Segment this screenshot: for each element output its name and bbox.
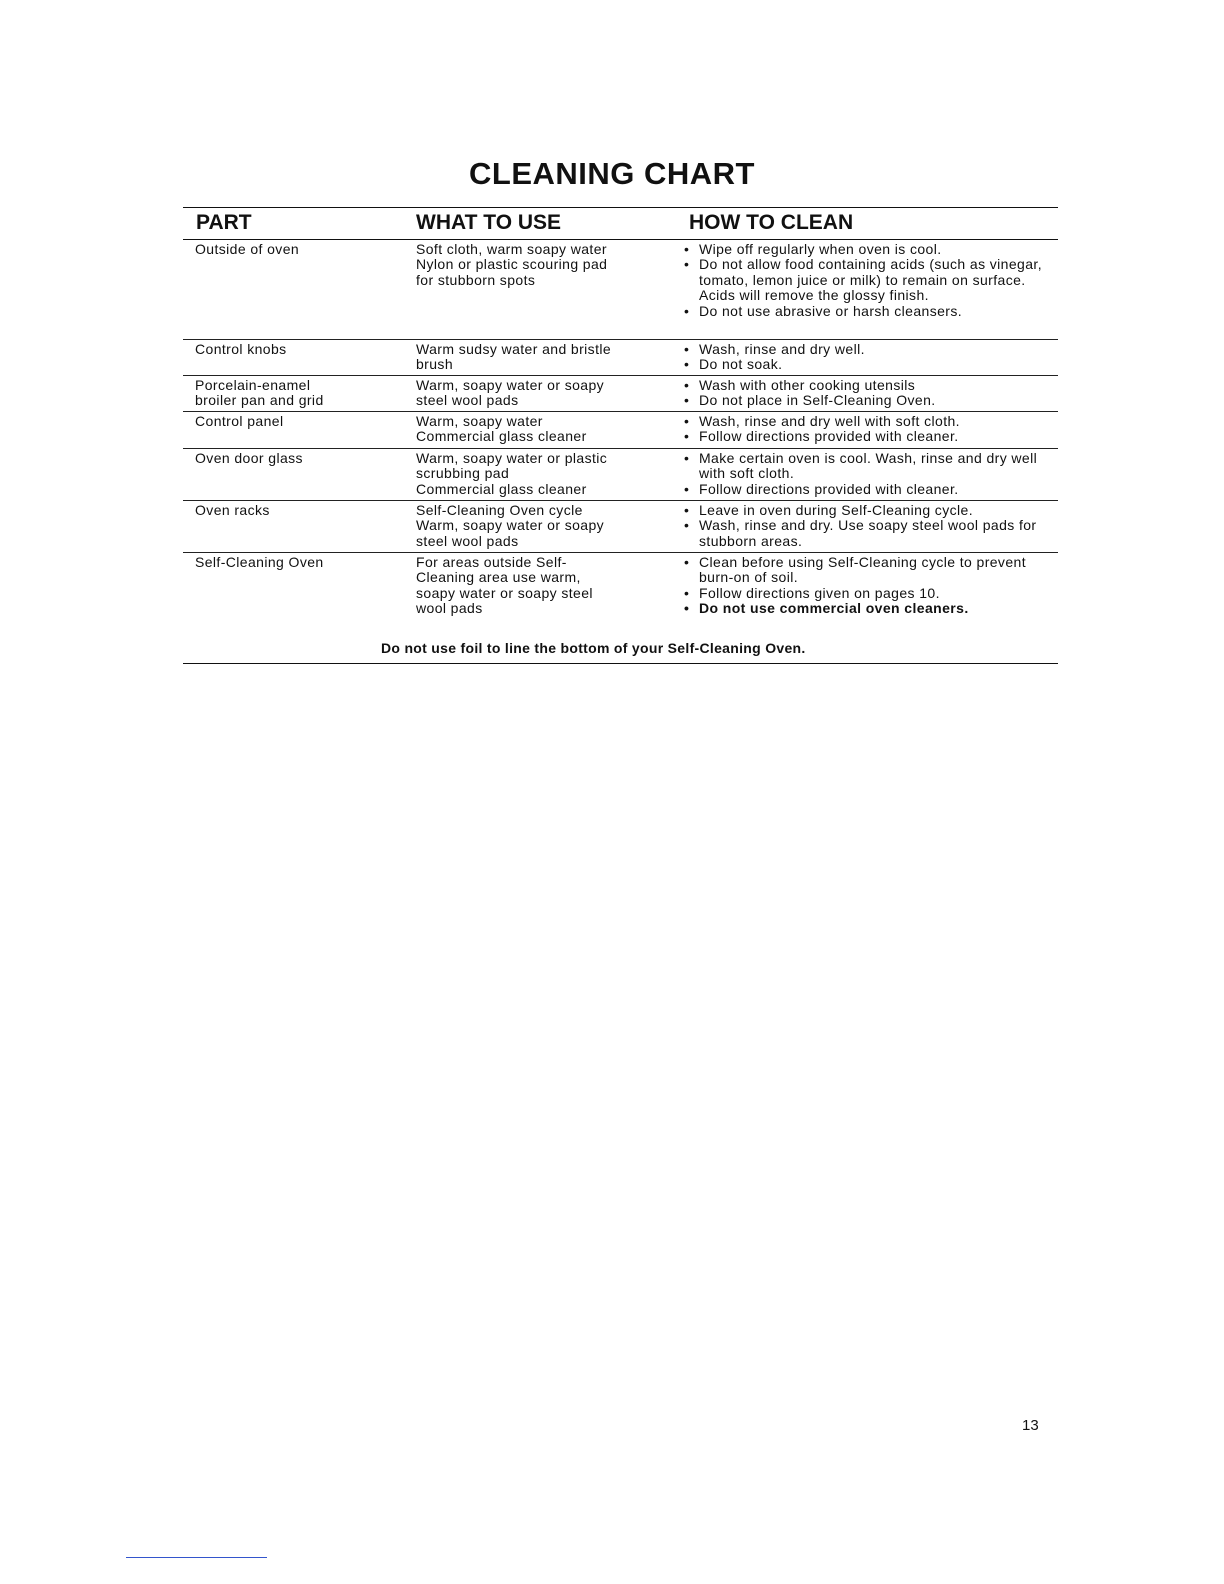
part-text: Porcelain-enamel xyxy=(195,377,311,393)
part-text: Outside of oven xyxy=(195,241,300,257)
what-to-use-cell xyxy=(416,342,681,373)
what-to-use-cell xyxy=(416,555,681,617)
bullet-icon: • xyxy=(684,600,690,617)
what-to-use-cell xyxy=(416,503,681,549)
what-to-use-cell xyxy=(416,451,681,497)
what-to-use-text: scrubbing pad xyxy=(416,465,510,482)
what-to-use-cell xyxy=(416,242,681,288)
part-text: Oven racks xyxy=(195,502,270,518)
part-text: Control knobs xyxy=(195,341,287,357)
what-to-use-cell xyxy=(416,378,681,409)
what-to-use-text: Warm, soapy water or soapy xyxy=(416,517,605,534)
bullet-icon: • xyxy=(684,256,690,273)
instruction-text: Follow directions provided with cleaner. xyxy=(699,428,959,445)
instruction-text: Do not place in Self-Cleaning Oven. xyxy=(699,392,936,409)
part-text: Self-Cleaning Oven xyxy=(195,554,324,570)
table-row xyxy=(183,553,1058,633)
table-row xyxy=(183,412,1058,449)
part-cell xyxy=(195,378,405,409)
table-row xyxy=(183,376,1058,412)
instruction-item xyxy=(681,257,1056,303)
part-cell xyxy=(195,555,405,570)
what-to-use-text: Warm, soapy water or soapy xyxy=(416,377,605,393)
how-to-clean-cell xyxy=(681,378,1056,409)
what-to-use-text: Warm sudsy water and bristle xyxy=(416,341,612,357)
bullet-icon: • xyxy=(684,554,690,570)
instruction-item xyxy=(681,378,1056,393)
instruction-item xyxy=(681,242,1056,257)
bullet-icon: • xyxy=(684,356,690,373)
instruction-item xyxy=(681,555,1056,586)
what-to-use-text: brush xyxy=(416,356,454,373)
what-to-use-text: steel wool pads xyxy=(416,392,519,409)
instruction-text: Follow directions given on pages 10. xyxy=(699,584,940,601)
what-to-use-text: Commercial glass cleaner xyxy=(416,480,587,497)
part-cell xyxy=(195,503,405,518)
instruction-item xyxy=(681,518,1056,549)
what-to-use-text: Warm, soapy water or plastic xyxy=(416,450,608,466)
what-to-use-cell xyxy=(416,414,681,445)
how-to-clean-cell xyxy=(681,342,1056,373)
header-part: PART xyxy=(196,211,252,234)
part-cell xyxy=(195,242,405,257)
what-to-use-text: For areas outside Self- xyxy=(416,554,567,570)
instruction-item xyxy=(681,342,1056,357)
what-to-use-text: Self-Cleaning Oven cycle xyxy=(416,502,583,518)
bullet-icon: • xyxy=(684,413,690,429)
bullet-icon: • xyxy=(684,502,690,518)
bullet-icon: • xyxy=(684,517,690,534)
bullet-icon: • xyxy=(684,584,690,601)
what-to-use-text: soapy water or soapy steel xyxy=(416,584,593,601)
instruction-item xyxy=(681,429,1056,444)
instruction-text: Wash, rinse and dry well with soft cloth. xyxy=(699,413,960,429)
part-text: broiler pan and grid xyxy=(195,392,324,409)
instruction-text: Make certain oven is cool. Wash, rinse and dry well with soft cloth. xyxy=(699,450,1038,482)
instruction-text: Wash, rinse and dry well. xyxy=(699,341,865,357)
instruction-text: Do not use abrasive or harsh cleansers. xyxy=(699,302,963,319)
bottom-divider-line xyxy=(126,1557,267,1558)
how-to-clean-cell xyxy=(681,451,1056,497)
instruction-text: Leave in oven during Self-Cleaning cycle. xyxy=(699,502,973,518)
part-cell xyxy=(195,451,405,466)
instruction-text: Do not soak. xyxy=(699,356,783,373)
what-to-use-text: Cleaning area use warm, xyxy=(416,569,581,586)
bullet-icon: • xyxy=(684,392,690,409)
what-to-use-text: steel wool pads xyxy=(416,532,519,549)
table-row xyxy=(183,449,1058,501)
page-title: CLEANING CHART xyxy=(469,156,755,191)
bullet-icon: • xyxy=(684,377,690,393)
foil-warning-note: Do not use foil to line the bottom of your Self-Cleaning Oven. xyxy=(381,640,806,656)
table-row xyxy=(183,340,1058,376)
how-to-clean-cell xyxy=(681,503,1056,549)
instruction-item xyxy=(681,451,1056,482)
what-to-use-text: wool pads xyxy=(416,600,483,617)
bullet-icon: • xyxy=(684,428,690,445)
cleaning-chart-table xyxy=(183,207,1058,664)
instruction-text: Clean before using Self-Cleaning cycle to prevent burn-on of soil. xyxy=(699,554,1026,586)
how-to-clean-cell xyxy=(681,242,1056,319)
instruction-item xyxy=(681,503,1056,518)
instruction-text: Wipe off regularly when oven is cool. xyxy=(699,241,942,257)
instruction-text: Wash with other cooking utensils xyxy=(699,377,916,393)
instruction-item xyxy=(681,304,1056,319)
bullet-icon: • xyxy=(684,241,690,257)
header-how-to-clean: HOW TO CLEAN xyxy=(689,211,854,234)
table-header-row xyxy=(183,207,1058,240)
instruction-text: Wash, rinse and dry. Use soapy steel wool pads for stubborn areas. xyxy=(699,517,1037,549)
bullet-icon: • xyxy=(684,302,690,319)
header-what-to-use: WHAT TO USE xyxy=(416,211,562,234)
what-to-use-text: Warm, soapy water xyxy=(416,413,543,429)
part-cell xyxy=(195,342,405,357)
footer-note-row xyxy=(183,633,1058,664)
what-to-use-text: Soft cloth, warm soapy water xyxy=(416,241,607,257)
instruction-item xyxy=(681,601,1056,616)
what-to-use-text: Commercial glass cleaner xyxy=(416,428,587,445)
how-to-clean-cell xyxy=(681,414,1056,445)
what-to-use-text: for stubborn spots xyxy=(416,271,536,288)
instruction-text: Follow directions provided with cleaner. xyxy=(699,480,959,497)
part-cell xyxy=(195,414,405,429)
table-row xyxy=(183,240,1058,340)
part-text: Oven door glass xyxy=(195,450,303,466)
how-to-clean-cell xyxy=(681,555,1056,617)
instruction-item xyxy=(681,586,1056,601)
page-number: 13 xyxy=(1022,1417,1039,1434)
instruction-item xyxy=(681,414,1056,429)
instruction-item xyxy=(681,393,1056,408)
part-text: Control panel xyxy=(195,413,284,429)
instruction-item xyxy=(681,482,1056,497)
instruction-item xyxy=(681,357,1056,372)
table-row xyxy=(183,501,1058,553)
instruction-text: Do not use commercial oven cleaners. xyxy=(699,600,969,617)
what-to-use-text: Nylon or plastic scouring pad xyxy=(416,256,608,273)
bullet-icon: • xyxy=(684,341,690,357)
bullet-icon: • xyxy=(684,480,690,497)
bullet-icon: • xyxy=(684,450,690,466)
instruction-text: Do not allow food containing acids (such as vinegar, tomato, lemon juice or milk) to remain on surface. Acids will remove the glossy finish. xyxy=(699,256,1042,304)
